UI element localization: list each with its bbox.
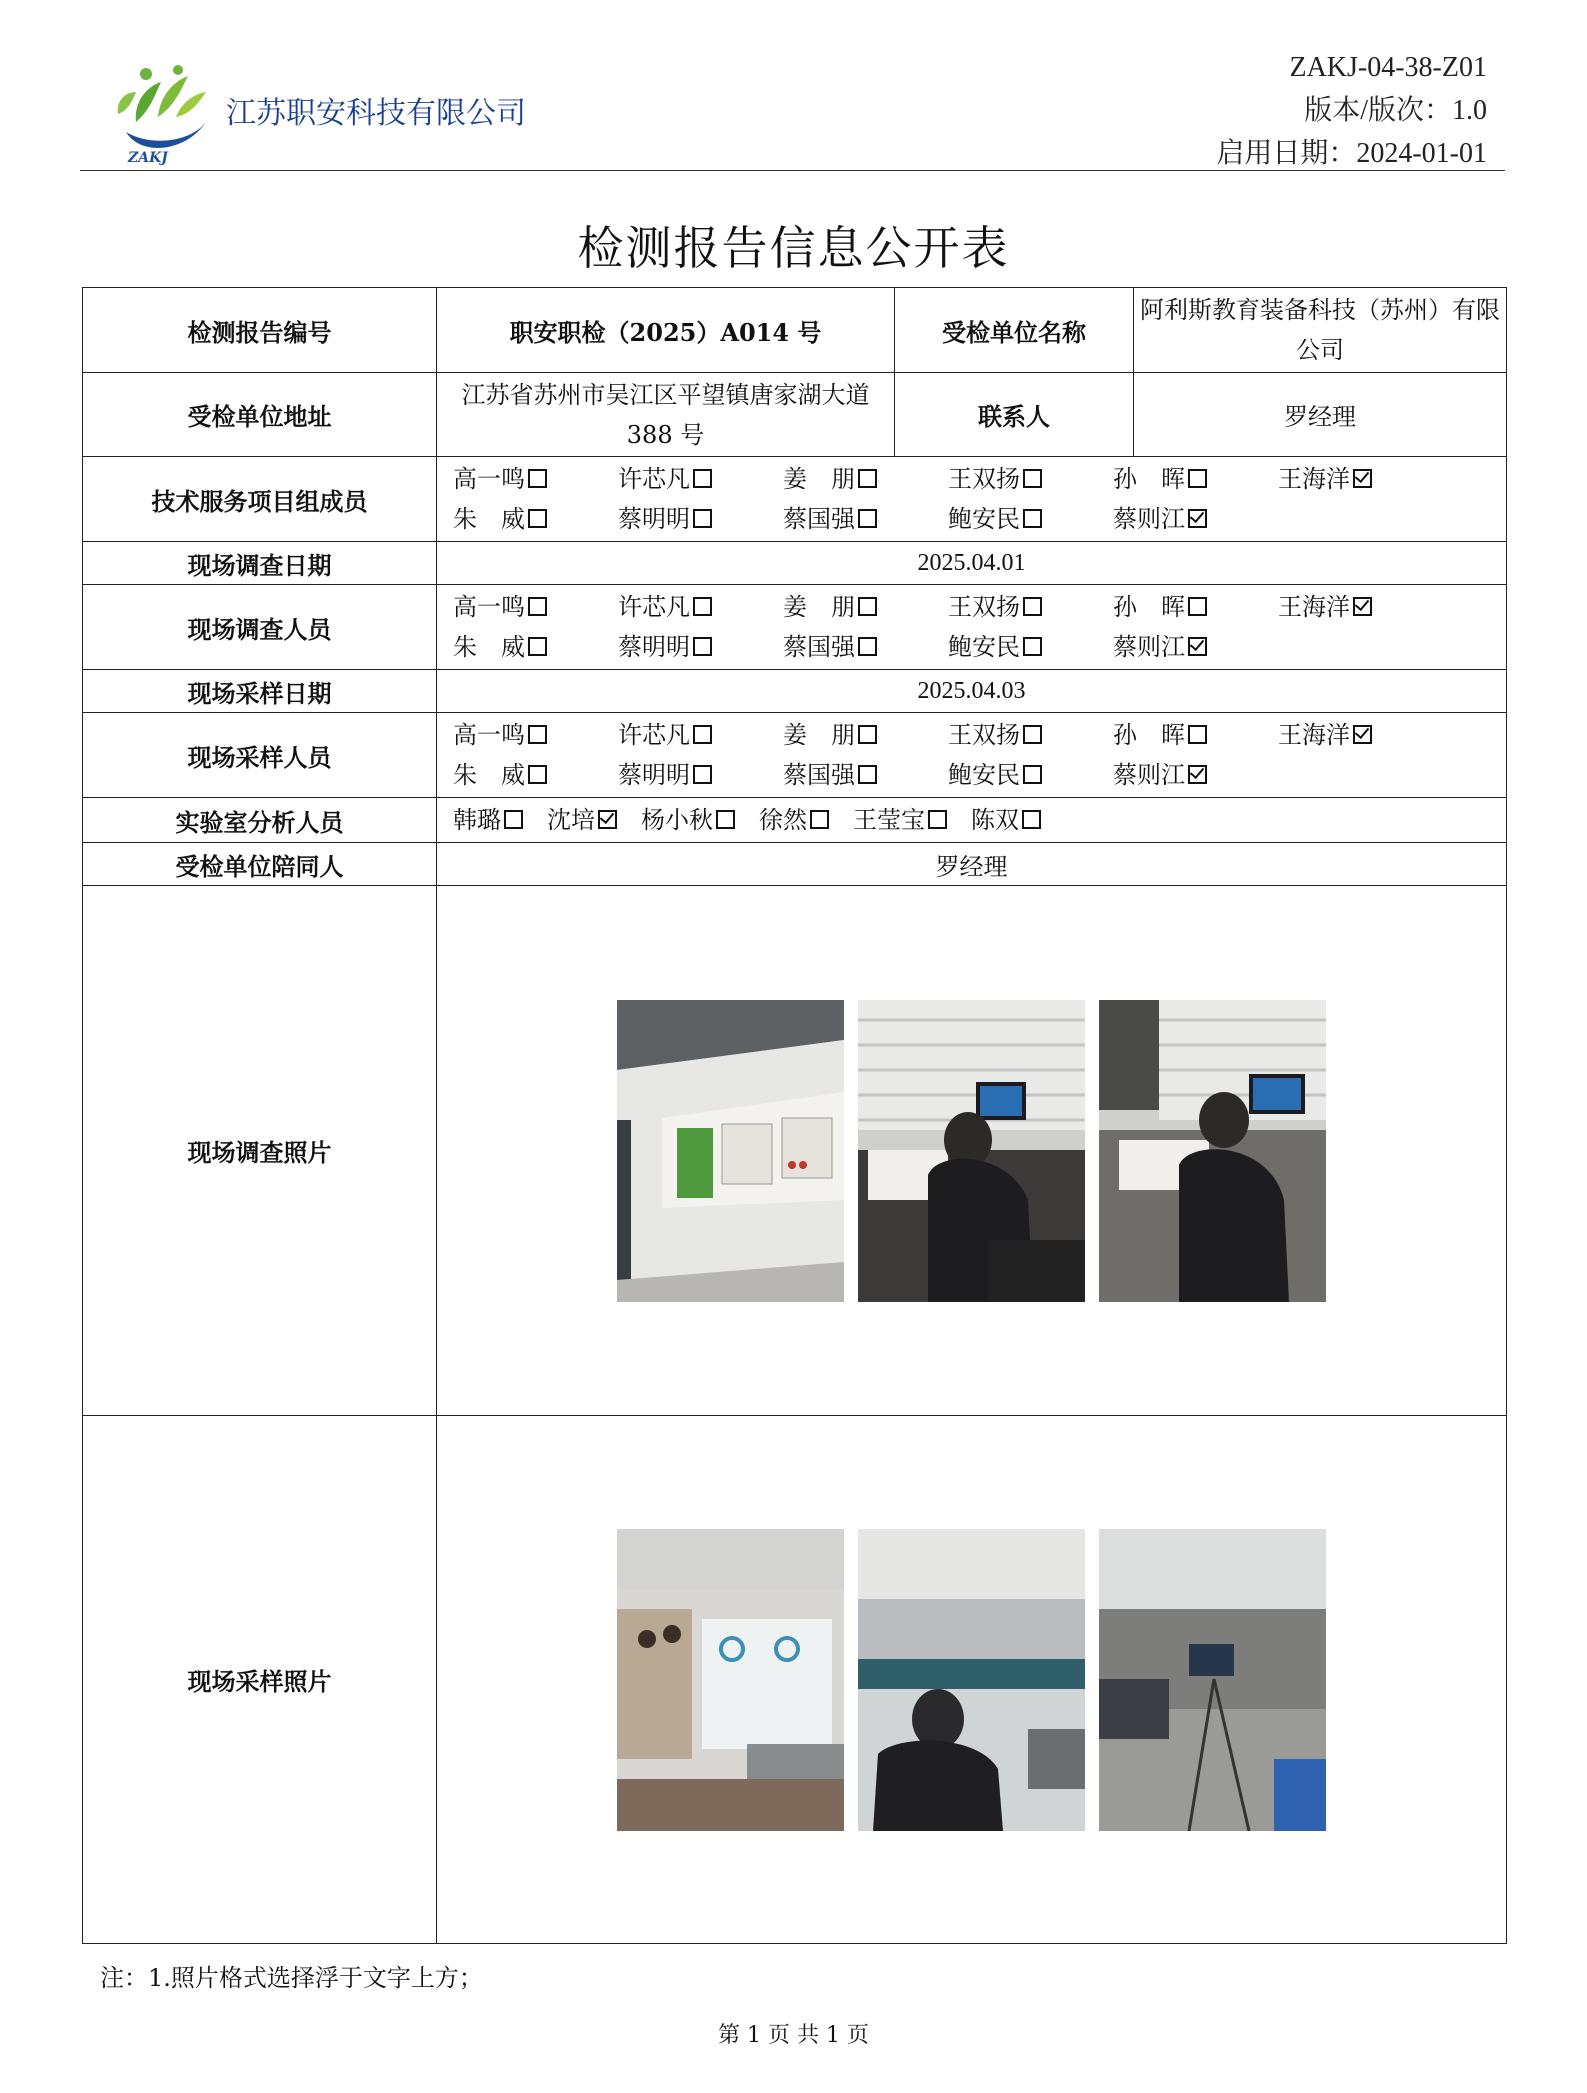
- unchecked-box-icon[interactable]: [1023, 725, 1042, 744]
- staff-checkbox-item[interactable]: [453, 755, 618, 795]
- staff-name: 蔡明明: [618, 761, 690, 789]
- staff-name: 陈双: [971, 806, 1019, 834]
- unchecked-box-icon[interactable]: [1188, 469, 1207, 488]
- table-row: [83, 585, 1507, 670]
- staff-checkbox-item[interactable]: [1113, 627, 1278, 667]
- unchecked-box-icon[interactable]: [528, 469, 547, 488]
- unchecked-box-icon[interactable]: [1023, 637, 1042, 656]
- staff-checkbox-item[interactable]: [948, 715, 1113, 755]
- sampling-staff-checklist: [437, 713, 1506, 797]
- unchecked-box-icon[interactable]: [528, 637, 547, 656]
- report-info-table: [82, 287, 1507, 1944]
- staff-checkbox-item[interactable]: [1113, 715, 1278, 755]
- lab-staff-checklist: [437, 798, 1506, 842]
- survey-date-value: 2025.04.01: [437, 542, 1507, 585]
- survey-staff-cell: [437, 585, 1507, 670]
- staff-checkbox-item[interactable]: [1278, 715, 1443, 755]
- staff-checkbox-item[interactable]: [453, 459, 618, 499]
- staff-checkbox-item[interactable]: [618, 715, 783, 755]
- table-row: [83, 670, 1507, 713]
- unchecked-box-icon[interactable]: [528, 509, 547, 528]
- staff-name: 孙 晖: [1113, 593, 1185, 621]
- staff-name: 沈培: [547, 806, 595, 834]
- unit-name-cell: [1134, 288, 1507, 373]
- staff-checkbox-item[interactable]: [618, 587, 783, 627]
- staff-checkbox-item[interactable]: [618, 627, 783, 667]
- survey-photos-label: 现场调查照片: [83, 886, 437, 1416]
- checked-box-icon[interactable]: [1353, 597, 1372, 616]
- staff-checkbox-item[interactable]: [783, 499, 948, 539]
- checklist-line: [453, 587, 1506, 627]
- team-label: 技术服务项目组成员: [83, 457, 437, 542]
- staff-checkbox-item[interactable]: [1113, 499, 1278, 539]
- address-label: 受检单位地址: [83, 373, 437, 457]
- staff-name: 鲍安民: [948, 761, 1020, 789]
- unchecked-box-icon[interactable]: [693, 725, 712, 744]
- checklist-line: [453, 627, 1506, 667]
- table-row: [83, 1416, 1507, 1944]
- lab-cell: [437, 798, 1507, 843]
- staff-name: 许芯凡: [618, 465, 690, 493]
- staff-checkbox-item[interactable]: [783, 627, 948, 667]
- footnote: 注：1.照片格式选择浮于文字上方；: [100, 1964, 483, 1992]
- staff-name: 蔡国强: [783, 505, 855, 533]
- staff-checkbox-item[interactable]: [853, 800, 947, 840]
- staff-checkbox-item[interactable]: [1113, 755, 1278, 795]
- document-meta: [1216, 46, 1487, 175]
- company-name: 江苏职安科技有限公司: [226, 96, 526, 131]
- report-no-value: 职安职检（2025）A014 号: [437, 288, 895, 373]
- staff-checkbox-item[interactable]: [1278, 587, 1443, 627]
- staff-checkbox-item[interactable]: [759, 800, 829, 840]
- survey-photo-1: [617, 1000, 844, 1302]
- unchecked-box-icon[interactable]: [1023, 765, 1042, 784]
- page-header: [80, 40, 1505, 171]
- survey-photo-gallery: [437, 1000, 1506, 1302]
- unit-name-label: 受检单位名称: [895, 288, 1134, 373]
- logo-text: ZAKJ: [128, 150, 168, 166]
- unchecked-box-icon[interactable]: [528, 597, 547, 616]
- staff-name: 许芯凡: [618, 721, 690, 749]
- page-title: 检测报告信息公开表: [577, 221, 1010, 275]
- staff-checkbox-item[interactable]: [1113, 587, 1278, 627]
- staff-name: 王海洋: [1278, 593, 1350, 621]
- checklist-line: [453, 800, 1506, 840]
- sampling-photos-cell: [437, 1416, 1507, 1944]
- table-row: [83, 843, 1507, 886]
- staff-name: 高一鸣: [453, 465, 525, 493]
- sampling-staff-cell: [437, 713, 1507, 798]
- unchecked-box-icon[interactable]: [528, 765, 547, 784]
- checklist-line: [453, 499, 1506, 539]
- staff-checkbox-item[interactable]: [783, 715, 948, 755]
- table-row: [83, 542, 1507, 585]
- unchecked-box-icon[interactable]: [716, 810, 735, 829]
- staff-name: 朱 威: [453, 505, 525, 533]
- staff-name: 蔡国强: [783, 633, 855, 661]
- team-cell: [437, 457, 1507, 542]
- survey-photo-2: [858, 1000, 1085, 1302]
- staff-name: 蔡则江: [1113, 633, 1185, 661]
- staff-name: 蔡明明: [618, 505, 690, 533]
- staff-name: 徐然: [759, 806, 807, 834]
- staff-name: 孙 晖: [1113, 721, 1185, 749]
- unchecked-box-icon[interactable]: [693, 637, 712, 656]
- staff-name: 韩璐: [453, 806, 501, 834]
- table-row: [83, 713, 1507, 798]
- escort-value: 罗经理: [437, 843, 1507, 886]
- staff-name: 高一鸣: [453, 721, 525, 749]
- staff-checkbox-item[interactable]: [547, 800, 617, 840]
- unchecked-box-icon[interactable]: [693, 509, 712, 528]
- staff-name: 王海洋: [1278, 465, 1350, 493]
- page-number: 第 1 页 共 1 页: [718, 2023, 869, 2048]
- contact-label: 联系人: [895, 373, 1134, 457]
- staff-name: 王双扬: [948, 721, 1020, 749]
- checked-box-icon[interactable]: [1188, 765, 1207, 784]
- unit-name-value: 阿利斯教育装备科技（苏州）有限公司: [1140, 296, 1500, 364]
- survey-photo-3: [1099, 1000, 1326, 1302]
- checked-box-icon[interactable]: [1188, 509, 1207, 528]
- sampling-staff-label: 现场采样人员: [83, 713, 437, 798]
- survey-photos-cell: [437, 886, 1507, 1416]
- unchecked-box-icon[interactable]: [928, 810, 947, 829]
- staff-checkbox-item[interactable]: [453, 800, 523, 840]
- staff-name: 高一鸣: [453, 593, 525, 621]
- staff-checkbox-item[interactable]: [453, 499, 618, 539]
- staff-name: 姜 朋: [783, 721, 855, 749]
- staff-checkbox-item[interactable]: [971, 800, 1041, 840]
- unchecked-box-icon[interactable]: [693, 469, 712, 488]
- staff-name: 王莹宝: [853, 806, 925, 834]
- staff-name: 蔡则江: [1113, 761, 1185, 789]
- doc-code: ZAKJ-04-38-Z01: [1289, 52, 1487, 83]
- staff-name: 王双扬: [948, 465, 1020, 493]
- staff-name: 孙 晖: [1113, 465, 1185, 493]
- staff-checkbox-item[interactable]: [453, 627, 618, 667]
- checklist-line: [453, 715, 1506, 755]
- staff-name: 蔡则江: [1113, 505, 1185, 533]
- unchecked-box-icon[interactable]: [528, 725, 547, 744]
- doc-effective-date: 启用日期：2024-01-01: [1216, 138, 1487, 169]
- sampling-photo-3: [1099, 1529, 1326, 1831]
- staff-name: 朱 威: [453, 761, 525, 789]
- company-logo: [106, 62, 216, 162]
- survey-staff-checklist: [437, 585, 1506, 669]
- staff-name: 王双扬: [948, 593, 1020, 621]
- unchecked-box-icon[interactable]: [858, 469, 877, 488]
- report-no-label: 检测报告编号: [83, 288, 437, 373]
- unchecked-box-icon[interactable]: [1023, 469, 1042, 488]
- unchecked-box-icon[interactable]: [858, 725, 877, 744]
- unchecked-box-icon[interactable]: [858, 765, 877, 784]
- sampling-date-value: 2025.04.03: [437, 670, 1507, 713]
- unchecked-box-icon[interactable]: [504, 810, 523, 829]
- table-row: [83, 288, 1507, 373]
- unchecked-box-icon[interactable]: [1022, 810, 1041, 829]
- staff-checkbox-item[interactable]: [783, 459, 948, 499]
- address-cell: [437, 373, 895, 457]
- sampling-date-label: 现场采样日期: [83, 670, 437, 713]
- checked-box-icon[interactable]: [598, 810, 617, 829]
- checked-box-icon[interactable]: [1353, 725, 1372, 744]
- staff-checkbox-item[interactable]: [618, 755, 783, 795]
- staff-checkbox-item[interactable]: [618, 459, 783, 499]
- unchecked-box-icon[interactable]: [1188, 597, 1207, 616]
- staff-name: 杨小秋: [641, 806, 713, 834]
- staff-checkbox-item[interactable]: [783, 755, 948, 795]
- survey-staff-label: 现场调查人员: [83, 585, 437, 670]
- unchecked-box-icon[interactable]: [1023, 597, 1042, 616]
- staff-checkbox-item[interactable]: [1278, 459, 1443, 499]
- checked-box-icon[interactable]: [1188, 637, 1207, 656]
- address-value: 江苏省苏州市吴江区平望镇唐家湖大道 388 号: [461, 380, 870, 449]
- team-checklist: [437, 457, 1506, 541]
- unchecked-box-icon[interactable]: [1188, 725, 1207, 744]
- unchecked-box-icon[interactable]: [693, 597, 712, 616]
- staff-name: 鲍安民: [948, 505, 1020, 533]
- table-row: [83, 886, 1507, 1416]
- survey-date-label: 现场调查日期: [83, 542, 437, 585]
- table-row: [83, 798, 1507, 843]
- checklist-line: [453, 755, 1506, 795]
- staff-name: 朱 威: [453, 633, 525, 661]
- unchecked-box-icon[interactable]: [858, 509, 877, 528]
- staff-checkbox-item[interactable]: [618, 499, 783, 539]
- escort-label: 受检单位陪同人: [83, 843, 437, 886]
- staff-checkbox-item[interactable]: [948, 587, 1113, 627]
- staff-checkbox-item[interactable]: [641, 800, 735, 840]
- sampling-photos-label: 现场采样照片: [83, 1416, 437, 1944]
- doc-version: 版本/版次：1.0: [1304, 95, 1487, 126]
- unchecked-box-icon[interactable]: [810, 810, 829, 829]
- sampling-photo-2: [858, 1529, 1085, 1831]
- staff-checkbox-item[interactable]: [453, 715, 618, 755]
- staff-checkbox-item[interactable]: [948, 499, 1113, 539]
- unchecked-box-icon[interactable]: [858, 637, 877, 656]
- staff-checkbox-item[interactable]: [1113, 459, 1278, 499]
- staff-checkbox-item[interactable]: [948, 627, 1113, 667]
- staff-checkbox-item[interactable]: [783, 587, 948, 627]
- staff-name: 蔡国强: [783, 761, 855, 789]
- staff-name: 蔡明明: [618, 633, 690, 661]
- unchecked-box-icon[interactable]: [1023, 509, 1042, 528]
- checked-box-icon[interactable]: [1353, 469, 1372, 488]
- staff-name: 姜 朋: [783, 593, 855, 621]
- sampling-photo-1: [617, 1529, 844, 1831]
- table-row: [83, 457, 1507, 542]
- staff-name: 王海洋: [1278, 721, 1350, 749]
- lab-label: 实验室分析人员: [83, 798, 437, 843]
- unchecked-box-icon[interactable]: [693, 765, 712, 784]
- staff-name: 鲍安民: [948, 633, 1020, 661]
- unchecked-box-icon[interactable]: [858, 597, 877, 616]
- table-row: [83, 373, 1507, 457]
- contact-value: 罗经理: [1134, 373, 1507, 457]
- staff-name: 许芯凡: [618, 593, 690, 621]
- staff-name: 姜 朋: [783, 465, 855, 493]
- staff-checkbox-item[interactable]: [453, 587, 618, 627]
- staff-checkbox-item[interactable]: [948, 459, 1113, 499]
- sampling-photo-gallery: [437, 1529, 1506, 1831]
- checklist-line: [453, 459, 1506, 499]
- staff-checkbox-item[interactable]: [948, 755, 1113, 795]
